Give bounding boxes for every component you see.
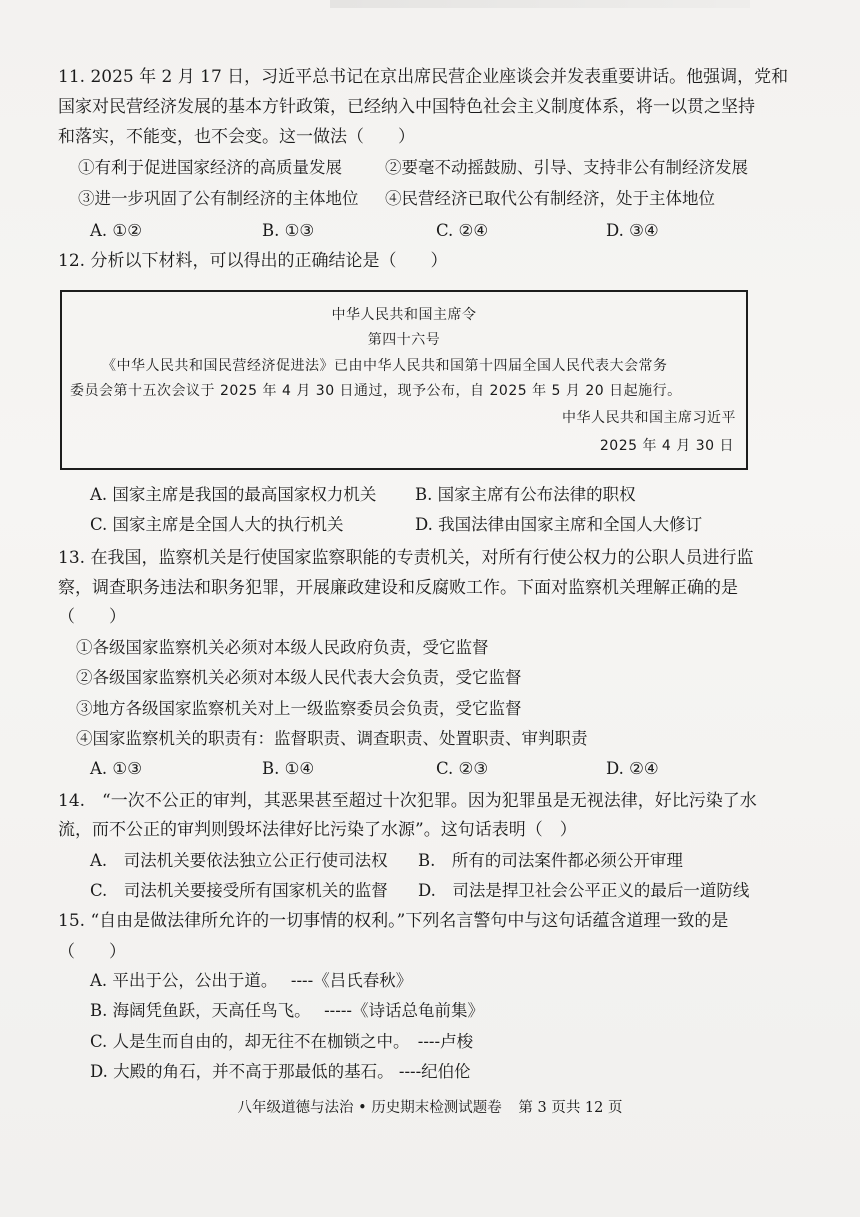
- q12-option-b: B. 国家主席有公布法律的职权: [415, 485, 636, 504]
- q11-stem-line3: 和落实，不能变，也不会变。这一做法（ ）: [58, 127, 415, 147]
- q13-statement-2: ②各级国家监察机关必须对本级人民代表大会负责，受它监督: [76, 668, 522, 687]
- q14-option-b: B. 所有的司法案件都必须公开审理: [418, 851, 683, 870]
- q11-stem-line2: 国家对民营经济发展的基本方针政策，已经纳入中国特色社会主义制度体系，将一以贯之坚持: [58, 97, 755, 117]
- q13-statement-4: ④国家监察机关的职责有：监督职责、调查职责、处置职责、审判职责: [76, 729, 588, 748]
- q11-statement-3: ③进一步巩固了公有制经济的主体地位: [78, 189, 359, 208]
- q11-statement-4: ④民营经济已取代公有制经济，处于主体地位: [385, 189, 715, 208]
- presidential-decree-box: [60, 290, 748, 470]
- footer-subject: 八年级道德与法治 • 历史期末检测试题卷: [237, 1100, 502, 1116]
- q15-option-d: D. 大殿的角石，并不高于那最低的基石。 ----纪伯伦: [90, 1062, 471, 1081]
- q13-option-c: C. ②③: [436, 759, 489, 778]
- q13-option-d: D. ②④: [606, 759, 659, 778]
- q11-option-d: D. ③④: [606, 221, 659, 240]
- q12-option-c: C. 国家主席是全国人大的执行机关: [90, 515, 344, 534]
- q13-option-b: B. ①④: [262, 759, 315, 778]
- q15-stem-line2: （ ）: [58, 942, 126, 962]
- decree-signature: 中华人民共和国主席习近平: [562, 410, 736, 426]
- q11-stem-line1: 11. 2025 年 2 月 17 日，习近平总书记在京出席民营企业座谈会并发表重要讲话。他强调，党和: [58, 67, 789, 87]
- q14-stem-line1: 14. “一次不公正的审判，其恶果甚至超过十次犯罪。因为犯罪虽是无视法律，好比污染了水: [58, 791, 757, 811]
- page-footer: [0, 1096, 860, 1117]
- q13-statement-3: ③地方各级国家监察机关对上一级监察委员会负责，受它监督: [76, 699, 522, 718]
- q13-stem-line1: 13. 在我国，监察机关是行使国家监察职能的专责机关，对所有行使公权力的公职人员进行监: [58, 548, 754, 568]
- decree-date: 2025 年 4 月 30 日: [599, 438, 734, 454]
- q11-option-c: C. ②④: [436, 221, 489, 240]
- q15-option-a: A. 平出于公，公出于道。 ----《吕氏春秋》: [90, 971, 413, 990]
- q12-option-d: D. 我国法律由国家主席和全国人大修订: [415, 515, 703, 534]
- decree-body-line2: 委员会第十五次会议于 2025 年 4 月 30 日通过，现予公布，自 2025 年 5 月 20 日起施行。: [70, 383, 682, 399]
- q14-option-a: A. 司法机关要依法独立公正行使司法权: [90, 851, 388, 870]
- q14-option-d: D. 司法是捍卫社会公平正义的最后一道防线: [418, 881, 750, 900]
- q15-stem-line1: 15. “自由是做法律所允许的一切事情的权利。”下列名言警句中与这句话蕴含道理一致的是: [58, 911, 729, 931]
- q11-statement-1: ①有利于促进国家经济的高质量发展: [78, 158, 342, 177]
- q12-stem: 12. 分析以下材料，可以得出的正确结论是（ ）: [58, 251, 448, 271]
- decree-title: 中华人民共和国主席令: [331, 307, 477, 323]
- q13-option-a: A. ①③: [90, 759, 142, 778]
- q11-option-b: B. ①③: [262, 221, 315, 240]
- q11-option-a: A. ①②: [90, 221, 142, 240]
- q13-statement-1: ①各级国家监察机关必须对本级人民政府负责，受它监督: [76, 638, 489, 657]
- decree-body-line1: 《中华人民共和国民营经济促进法》已由中华人民共和国第十四届全国人民代表大会常务: [102, 358, 668, 374]
- q13-stem-line2: 察，调查职务违法和职务犯罪，开展廉政建设和反腐败工作。下面对监察机关理解正确的是: [58, 578, 738, 598]
- q14-stem-line2: 流，而不公正的审判则毁坏法律好比污染了水源”。这句话表明（ ）: [58, 820, 577, 840]
- q12-option-a: A. 国家主席是我国的最高国家权力机关: [90, 485, 377, 504]
- q13-stem-line3: （ ）: [58, 607, 126, 627]
- q11-statement-2: ②要毫不动摇鼓励、引导、支持非公有制经济发展: [385, 158, 748, 177]
- q14-option-c: C. 司法机关要接受所有国家机关的监督: [90, 881, 388, 900]
- scan-artifact: [330, 0, 750, 8]
- decree-number: 第四十六号: [367, 332, 441, 348]
- footer-page-number: 第 3 页共 12 页: [518, 1100, 623, 1116]
- q15-option-c: C. 人是生而自由的，却无往不在枷锁之中。 ----卢梭: [90, 1032, 474, 1051]
- q15-option-b: B. 海阔凭鱼跃，天高任鸟飞。 -----《诗话总龟前集》: [90, 1001, 484, 1020]
